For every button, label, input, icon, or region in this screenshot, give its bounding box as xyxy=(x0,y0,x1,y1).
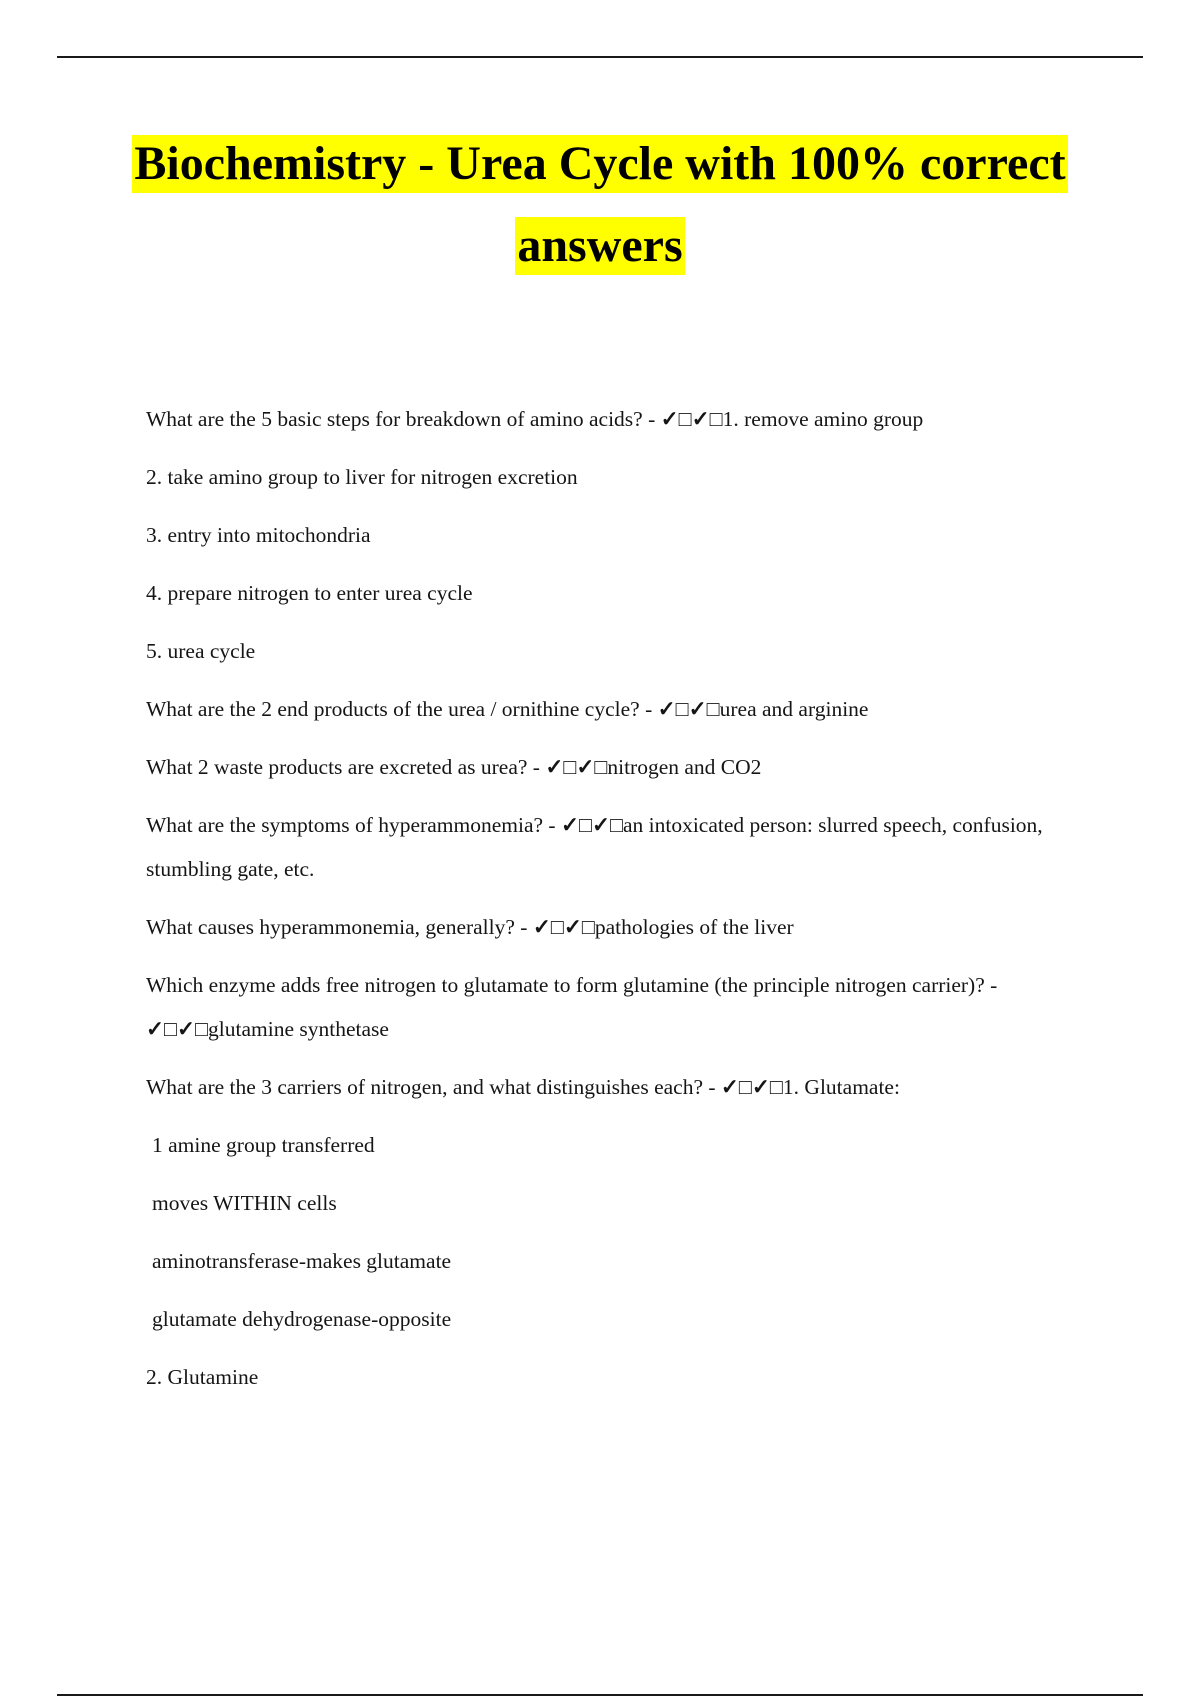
answer-line xyxy=(146,1181,1066,1225)
answer-marker-icon: ✓□✓□ xyxy=(146,1017,209,1041)
answer-line xyxy=(146,1123,1066,1167)
qa-paragraph xyxy=(146,905,1066,949)
qa-paragraph xyxy=(146,1065,1066,1109)
title-line-2: answers xyxy=(515,217,684,275)
title-line-1: Biochemistry - Urea Cycle with 100% correct xyxy=(132,135,1067,193)
qa-paragraph xyxy=(146,963,1066,1051)
answer-marker-icon: ✓□✓□ xyxy=(660,407,723,431)
answer-marker-icon: ✓□✓□ xyxy=(657,697,720,721)
answer-text: 1. Glutamate: xyxy=(782,1075,900,1099)
answer-text: glutamate dehydrogenase-opposite xyxy=(152,1307,452,1331)
document-title xyxy=(0,135,1200,275)
qa-paragraph xyxy=(146,803,1066,891)
answer-text: aminotransferase-makes glutamate xyxy=(152,1249,452,1273)
question-text: What 2 waste products are excreted as urea? - xyxy=(146,755,546,779)
answer-line xyxy=(146,629,1066,673)
answer-line xyxy=(146,513,1066,557)
question-text: What are the 2 end products of the urea / ornithine cycle? - xyxy=(146,697,658,721)
bottom-rule xyxy=(57,1694,1143,1696)
answer-text: nitrogen and CO2 xyxy=(607,755,762,779)
answer-line xyxy=(146,1239,1066,1283)
answer-text: glutamine synthetase xyxy=(208,1017,389,1041)
question-text: What are the symptoms of hyperammonemia? - xyxy=(146,813,561,837)
answer-text: 5. urea cycle xyxy=(146,639,256,663)
answer-line xyxy=(146,1297,1066,1341)
answer-text: 2. Glutamine xyxy=(146,1365,259,1389)
answer-text: 4. prepare nitrogen to enter urea cycle xyxy=(146,581,473,605)
answer-marker-icon: ✓□✓□ xyxy=(532,915,595,939)
qa-content xyxy=(146,397,1066,1413)
qa-paragraph xyxy=(146,397,1066,441)
answer-marker-icon: ✓□✓□ xyxy=(545,755,608,779)
top-rule xyxy=(57,56,1143,58)
answer-text: 3. entry into mitochondria xyxy=(146,523,371,547)
question-text: What are the 3 carriers of nitrogen, and what distinguishes each? - xyxy=(146,1075,721,1099)
question-text: What are the 5 basic steps for breakdown of amino acids? - xyxy=(146,407,661,431)
answer-text: 1. remove amino group xyxy=(722,407,924,431)
answer-text: moves WITHIN cells xyxy=(152,1191,337,1215)
question-text: Which enzyme adds free nitrogen to glutamate to form glutamine (the principle nitrogen carrier)? - xyxy=(146,973,998,997)
question-text: What causes hyperammonemia, generally? - xyxy=(146,915,533,939)
answer-text: 2. take amino group to liver for nitrogen excretion xyxy=(146,465,578,489)
answer-marker-icon: ✓□✓□ xyxy=(720,1075,783,1099)
answer-text: pathologies of the liver xyxy=(594,915,794,939)
answer-text: 1 amine group transferred xyxy=(152,1133,375,1157)
answer-line xyxy=(146,455,1066,499)
qa-paragraph xyxy=(146,745,1066,789)
answer-marker-icon: ✓□✓□ xyxy=(560,813,623,837)
answer-text: urea and arginine xyxy=(719,697,869,721)
answer-text: an intoxicated person: slurred speech, confusion, stumbling gate, etc. xyxy=(146,813,1043,881)
qa-paragraph xyxy=(146,687,1066,731)
answer-line xyxy=(146,571,1066,615)
answer-line xyxy=(146,1355,1066,1399)
